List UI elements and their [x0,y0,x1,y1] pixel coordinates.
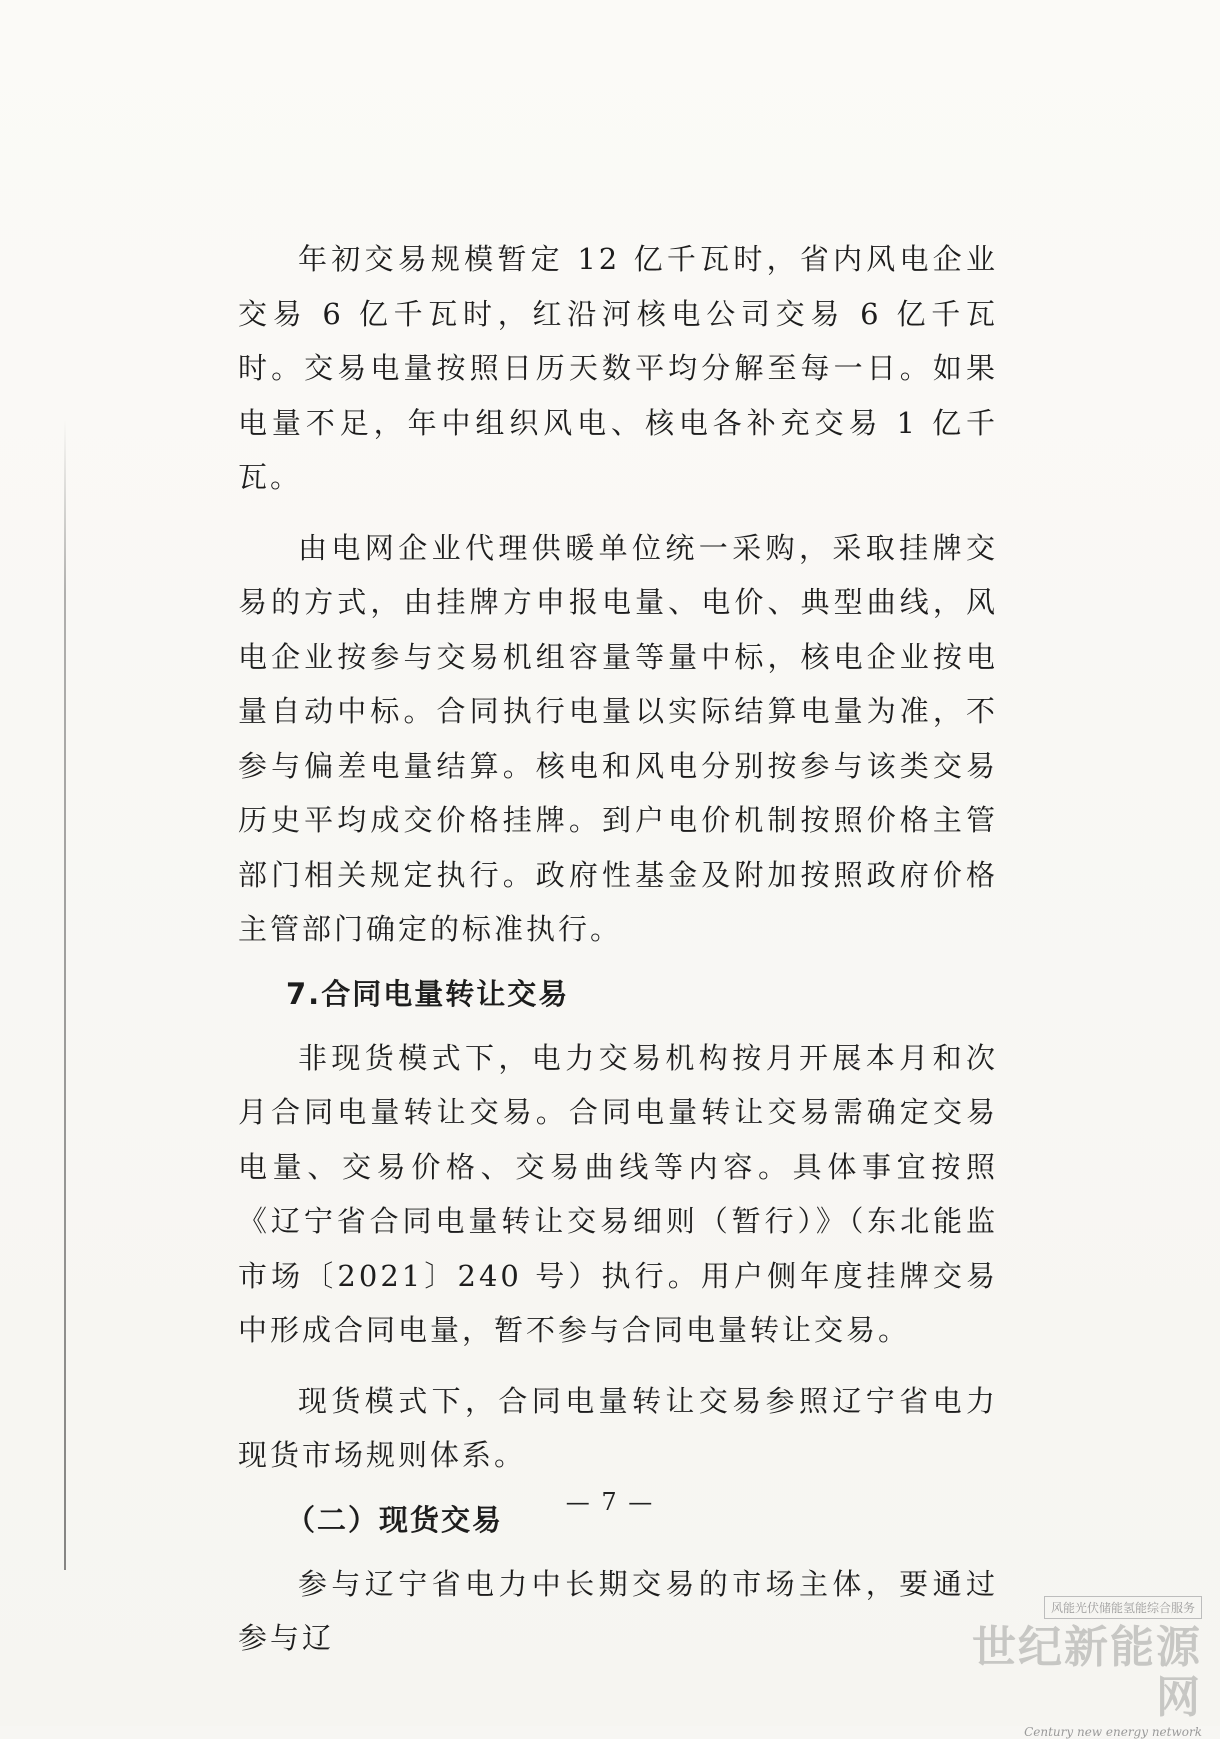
paragraph-grid-procurement: 由电网企业代理供暖单位统一采购，采取挂牌交易的方式，由挂牌方申报电量、电价、典型曲线，风电企业按参与交易机组容量等量中标，核电企业按电量自动中标。合同执行电量以实际结算电量为准，不参与偏差电量结算。核电和风电分别按参与该类交易历史平均成交价格挂牌。到户电价机制按照价格主管部门相关规定执行。政府性基金及附加按照政府价格主管部门确定的标准执行。 [238,530,998,946]
watermark-brand: 世纪新能源网 [972,1622,1202,1723]
section-heading-contract-transfer: 7.合同电量转让交易 [286,976,570,1011]
watermark-logo [962,1596,1202,1739]
paragraph-spot-participants: 参与辽宁省电力中长期交易的市场主体，要通过参与辽 [238,1566,998,1655]
page-number: — 7 — [565,1488,655,1516]
section-heading-spot-trading: （二）现货交易 [286,1502,504,1537]
scan-edge-line [64,420,66,1570]
paragraph-non-spot-mode: 非现货模式下，电力交易机构按月开展本月和次月合同电量转让交易。合同电量转让交易需确定交易电量、交易价格、交易曲线等内容。具体事宜按照《辽宁省合同电量转让交易细则（暂行）》（东北能监市场〔2021〕240 号）执行。用户侧年度挂牌交易中形成合同电量，暂不参与合同电量转让交易。 [238,1040,998,1347]
document-body [238,232,998,1666]
paragraph-spot-mode: 现货模式下，合同电量转让交易参照辽宁省电力现货市场规则体系。 [238,1383,998,1472]
watermark-english: Century new energy network [1024,1725,1202,1739]
paragraph-trading-scale: 年初交易规模暂定 12 亿千瓦时，省内风电企业交易 6 亿千瓦时，红沿河核电公司交易 6 亿千瓦时。交易电量按照日历天数平均分解至每一日。如果电量不足，年中组织风电、核电各补充交易 1 亿千瓦。 [238,242,998,494]
watermark-subtitle: 风能光伏储能氢能综合服务 [1044,1596,1202,1619]
